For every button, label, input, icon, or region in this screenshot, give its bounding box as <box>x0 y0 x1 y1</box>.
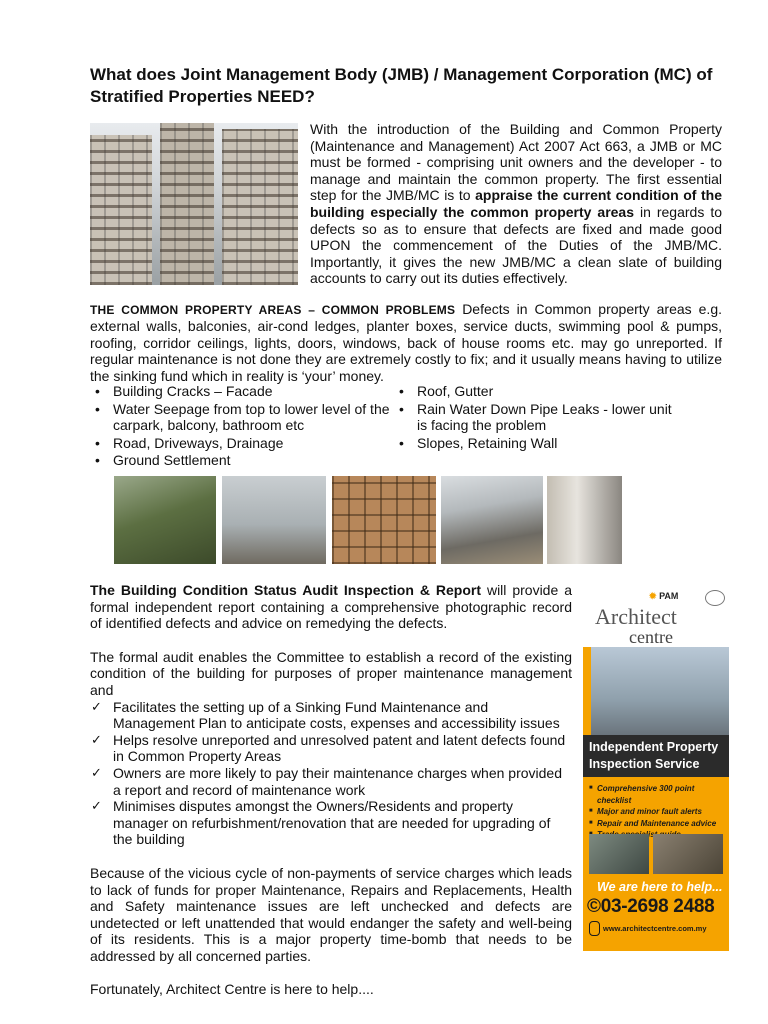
closing-paragraph: Fortunately, Architect Centre is here to help.... <box>90 981 374 998</box>
ad-tagline: We are here to help... <box>597 880 723 894</box>
list-item: • Road, Driveways, Drainage <box>90 435 390 452</box>
ad-photo-detail-2 <box>653 834 723 874</box>
list-item: • Slopes, Retaining Wall <box>394 435 684 452</box>
intro-emphasis: appraise the current condition of the building especially the common property areas <box>310 187 722 220</box>
benefits-checklist <box>90 699 572 848</box>
ad-photo-inspectors <box>591 647 729 735</box>
building-photo <box>90 123 298 285</box>
problems-list-left <box>90 383 390 470</box>
checklist-item: ✓ Facilitates the setting up of a Sinking Fund Maintenance and Management Plan to anticipate costs, expenses and accessibility issues <box>90 699 572 732</box>
sun-icon: ✹ <box>649 591 657 601</box>
copyright-icon: © <box>587 896 601 917</box>
mouse-icon <box>589 921 600 936</box>
ad-feature: ■ Comprehensive 300 point checklist <box>589 783 729 806</box>
checklist-item: ✓ Helps resolve unreported and unresolved patent and latent defects found in Common Property Areas <box>90 732 572 765</box>
audit-intro: The Building Condition Status Audit Inspection & Report will provide a formal independent report containing a comprehensive photographic record of identified defects and advice on remedying the defects. <box>90 582 572 632</box>
page-title: What does Joint Management Body (JMB) / Management Corporation (MC) of Stratified Properties NEED? <box>90 65 713 106</box>
list-item: • Roof, Gutter <box>394 383 684 400</box>
common-problems-paragraph: THE COMMON PROPERTY AREAS – COMMON PROBLEMS Defects in Common property areas e.g. external walls, balconies, air-cond ledges, planter boxes, service ducts, swimming pool & pumps, roofing, corridor ceilings, lights, doors, windows, back of house rooms etc. may go unreported. If regular maintenance is not done they are extremely costly to fix; and it usually means having to utilize the sinking fund which in reality is ‘your’ money. <box>90 301 722 384</box>
problems-list-right <box>394 383 684 452</box>
section-heading: THE COMMON PROPERTY AREAS – COMMON PROBLEMS <box>90 303 456 317</box>
list-item: • Water Seepage from top to lower level of the carpark, balcony, bathroom etc <box>90 401 390 434</box>
ad-feature: ■ Repair and Maintenance advice <box>589 818 729 830</box>
defect-photo-facade <box>547 476 622 564</box>
defect-photo-slope <box>114 476 216 564</box>
ad-feature-list <box>589 783 729 841</box>
list-item: • Building Cracks – Facade <box>90 383 390 400</box>
audit-section <box>90 582 572 1015</box>
brand-logo: Architect centre <box>595 604 677 647</box>
checklist-item: ✓ Owners are more likely to pay their maintenance charges when provided a report and record of maintenance work <box>90 765 572 798</box>
intro-paragraph: With the introduction of the Building and Common Property (Maintenance and Management) Act 2007 Act 663, a JMB or MC must be formed - comprising unit owners and the developer - to manage and maintain the common property. The first essential step for the JMB/MC is to appraise the current condition of the building especially the common property areas in regards to defects so as to ensure that defects are fixed and made good UPON the commencement of the Duties of the JMB/MC. Importantly, it gives the new JMB/MC a clean slate of building accounts to carry out its duties effectively. <box>310 121 722 287</box>
defect-photo-floor <box>332 476 436 564</box>
list-item: • Ground Settlement <box>90 452 390 469</box>
defect-photo-roof <box>441 476 543 564</box>
architect-centre-ad <box>583 585 729 951</box>
seal-icon <box>705 590 725 606</box>
defect-photo-ceiling <box>222 476 326 564</box>
ad-phone: ©03-2698 2488 <box>587 896 715 917</box>
audit-paragraph: The formal audit enables the Committee to establish a record of the existing condition of the building for purposes of proper maintenance management and <box>90 648 572 698</box>
ad-service-title: Independent Property Inspection Service <box>583 735 729 777</box>
ad-photo-detail-1 <box>589 834 649 874</box>
cycle-paragraph: Because of the vicious cycle of non-payments of service charges which leads to lack of funds for proper Maintenance, Repairs and Replacements, Health and Safety maintenance issues are left unchecked and defects are undetected or left unattended that would endanger the safety and well-being of its residents. This is a major property time-bomb that needs to be addressed by all concerned parties. <box>90 864 572 964</box>
checklist-item: ✓ Minimises disputes amongst the Owners/Residents and property manager on refurbishment/renovation that are needed for upgrading of the building <box>90 798 572 848</box>
pam-logo: ✹ PAM <box>649 591 679 601</box>
ad-feature: ■ Major and minor fault alerts <box>589 806 729 818</box>
ad-website: www.architectcentre.com.my <box>603 924 707 933</box>
list-item: • Rain Water Down Pipe Leaks - lower unit is facing the problem <box>394 401 684 434</box>
